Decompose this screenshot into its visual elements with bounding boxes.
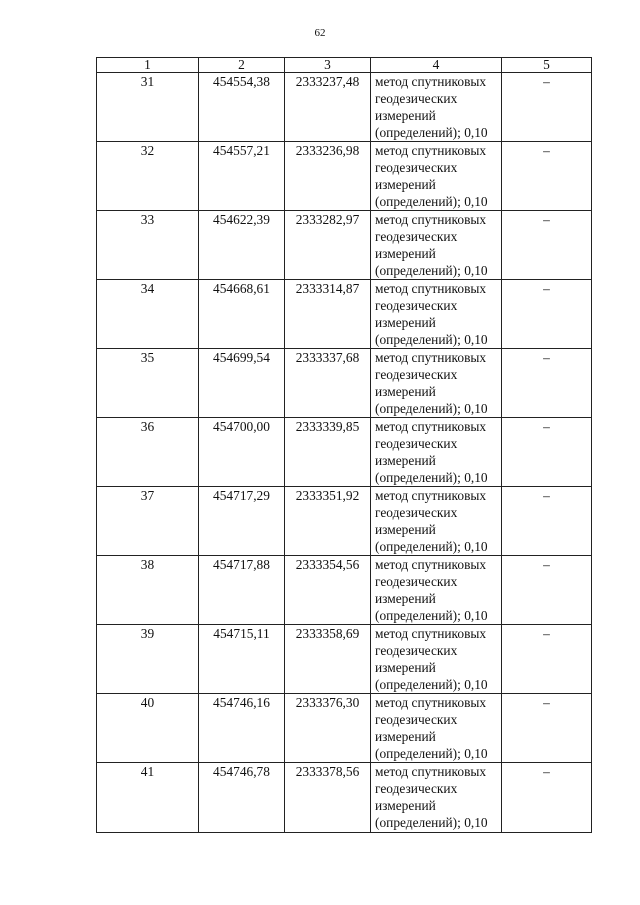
x-coordinate-cell: 454622,39 — [199, 211, 285, 280]
point-number-cell: 33 — [97, 211, 199, 280]
method-text: метод спутниковых геодезических измерений (определений); 0,10 — [375, 557, 488, 623]
note-cell: – — [502, 487, 592, 556]
method-cell — [371, 73, 502, 142]
y-coordinate-cell: 2333236,98 — [285, 142, 371, 211]
point-number-cell: 39 — [97, 625, 199, 694]
table-row — [97, 142, 592, 211]
note-cell: – — [502, 625, 592, 694]
y-coordinate-cell: 2333378,56 — [285, 763, 371, 833]
note-cell: – — [502, 418, 592, 487]
method-cell — [371, 487, 502, 556]
method-cell — [371, 211, 502, 280]
table-row — [97, 418, 592, 487]
note-cell: – — [502, 142, 592, 211]
method-text: метод спутниковых геодезических измерений (определений); 0,10 — [375, 764, 488, 830]
method-cell — [371, 142, 502, 211]
column-header-4: 4 — [371, 58, 502, 73]
note-cell: – — [502, 694, 592, 763]
note-cell: – — [502, 556, 592, 625]
y-coordinate-cell: 2333358,69 — [285, 625, 371, 694]
y-coordinate-cell: 2333337,68 — [285, 349, 371, 418]
method-cell — [371, 349, 502, 418]
page-number: 62 — [314, 27, 326, 39]
method-cell — [371, 763, 502, 833]
x-coordinate-cell: 454715,11 — [199, 625, 285, 694]
x-coordinate-cell: 454746,16 — [199, 694, 285, 763]
point-number-cell: 32 — [97, 142, 199, 211]
point-number-cell: 36 — [97, 418, 199, 487]
y-coordinate-cell: 2333351,92 — [285, 487, 371, 556]
method-text: метод спутниковых геодезических измерений (определений); 0,10 — [375, 419, 488, 485]
table-row — [97, 73, 592, 142]
note-cell: – — [502, 763, 592, 833]
method-cell — [371, 418, 502, 487]
table-row — [97, 625, 592, 694]
note-cell: – — [502, 73, 592, 142]
note-cell: – — [502, 211, 592, 280]
note-cell: – — [502, 349, 592, 418]
column-header-3: 3 — [285, 58, 371, 73]
column-header-1: 1 — [97, 58, 199, 73]
x-coordinate-cell: 454717,29 — [199, 487, 285, 556]
table-row — [97, 763, 592, 833]
y-coordinate-cell: 2333339,85 — [285, 418, 371, 487]
column-header-2: 2 — [199, 58, 285, 73]
method-text: метод спутниковых геодезических измерений (определений); 0,10 — [375, 143, 488, 209]
point-number-cell: 40 — [97, 694, 199, 763]
column-header-5: 5 — [502, 58, 592, 73]
table-row — [97, 694, 592, 763]
method-text: метод спутниковых геодезических измерений (определений); 0,10 — [375, 626, 488, 692]
x-coordinate-cell: 454699,54 — [199, 349, 285, 418]
table-row — [97, 556, 592, 625]
y-coordinate-cell: 2333282,97 — [285, 211, 371, 280]
x-coordinate-cell: 454554,38 — [199, 73, 285, 142]
method-text: метод спутниковых геодезических измерений (определений); 0,10 — [375, 488, 488, 554]
point-number-cell: 37 — [97, 487, 199, 556]
point-number-cell: 38 — [97, 556, 199, 625]
x-coordinate-cell: 454668,61 — [199, 280, 285, 349]
method-text: метод спутниковых геодезических измерений (определений); 0,10 — [375, 350, 488, 416]
x-coordinate-cell: 454746,78 — [199, 763, 285, 833]
method-cell — [371, 556, 502, 625]
table-row — [97, 211, 592, 280]
method-cell — [371, 625, 502, 694]
x-coordinate-cell: 454557,21 — [199, 142, 285, 211]
method-cell — [371, 694, 502, 763]
next-page-bleed — [195, 893, 535, 905]
method-text: метод спутниковых геодезических измерений (определений); 0,10 — [375, 281, 488, 347]
method-text: метод спутниковых геодезических измерений (определений); 0,10 — [375, 695, 488, 761]
method-text: метод спутниковых геодезических измерений (определений); 0,10 — [375, 74, 488, 140]
y-coordinate-cell: 2333314,87 — [285, 280, 371, 349]
point-number-cell: 41 — [97, 763, 199, 833]
table-row — [97, 280, 592, 349]
method-cell — [371, 280, 502, 349]
method-text: метод спутниковых геодезических измерений (определений); 0,10 — [375, 212, 488, 278]
table-row — [97, 487, 592, 556]
coordinates-table — [96, 57, 592, 833]
table-body — [97, 73, 592, 833]
x-coordinate-cell: 454700,00 — [199, 418, 285, 487]
y-coordinate-cell: 2333237,48 — [285, 73, 371, 142]
note-cell: – — [502, 280, 592, 349]
y-coordinate-cell: 2333354,56 — [285, 556, 371, 625]
y-coordinate-cell: 2333376,30 — [285, 694, 371, 763]
x-coordinate-cell: 454717,88 — [199, 556, 285, 625]
table-header-row — [97, 58, 592, 73]
point-number-cell: 31 — [97, 73, 199, 142]
point-number-cell: 34 — [97, 280, 199, 349]
point-number-cell: 35 — [97, 349, 199, 418]
table-row — [97, 349, 592, 418]
